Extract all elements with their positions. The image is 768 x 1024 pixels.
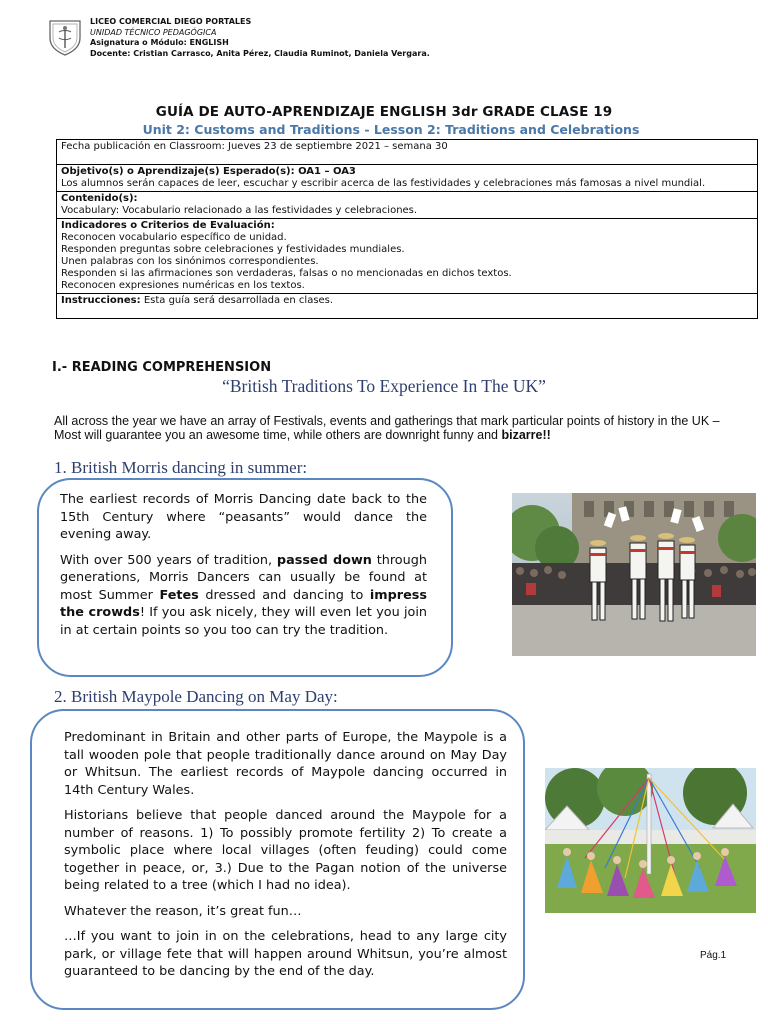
section2-p4: …If you want to join in on the celebrations, head to any large city park, or village fete that will happen around Whitsun, you’re almost guaranteed to be dancing by the end of the day.	[64, 929, 507, 979]
section1-p2: With over 500 years of tradition, passed down through generations, Morris Dancers can usually be found at most Summer Fetes dressed and dancing to impress the crowds! If you ask nicely, they will even let you join in at certain points so you too can try the tradition.	[60, 552, 427, 638]
reading-title: “British Traditions To Experience In The UK”	[222, 376, 546, 396]
intro-text: All across the year we have an array of Festivals, events and gatherings that mark particular points of history in the UK – Most will guarantee you an awesome time, while others are downright funny and	[54, 414, 720, 442]
section2-heading: 2. British Maypole Dancing on May Day:	[54, 687, 338, 706]
section1-heading: 1. British Morris dancing in summer:	[54, 458, 308, 477]
school-logo	[46, 18, 84, 56]
objective-text: Los alumnos serán capaces de leer, escuchar y escribir acerca de las festividades y celebraciones más famosas a nivel mundial.	[61, 178, 706, 189]
morris-dancing-photo	[512, 493, 756, 656]
maypole-dancing-photo	[545, 768, 756, 913]
instructions-label: Instrucciones:	[61, 295, 141, 306]
intro-paragraph	[54, 414, 734, 442]
info-table	[56, 139, 758, 319]
indicator-item: Responden preguntas sobre celebraciones y festividades mundiales.	[61, 244, 405, 255]
guide-title: GUÍA DE AUTO-APRENDIZAJE ENGLISH 3dr GRADE CLASE 19	[155, 104, 613, 120]
indicator-item: Reconocen vocabulario específico de unidad.	[61, 232, 287, 243]
page-number: Pág.1	[700, 950, 727, 961]
school-unit: UNIDAD TÉCNICO PEDAGÓGICA	[90, 27, 217, 37]
subject: Asignatura o Módulo: ENGLISH	[90, 38, 229, 47]
section1-p1: The earliest records of Morris Dancing date back to the 15th Century where “peasants” would dance the evening away.	[60, 492, 427, 542]
publication-row	[57, 140, 757, 165]
section2-p2: Historians believe that people danced around the Maypole for a number of reasons. 1) To possibly promote fertility 2) To create a symbolic place where local villages (often feuding) could come together in peace, or, 3.) Due to the Pagan notion of the universe being related to a tree (which I had no idea).	[64, 808, 507, 893]
teachers: Docente: Cristian Carrasco, Anita Pérez, Claudia Ruminot, Daniela Vergara.	[90, 48, 430, 58]
section2-p3: Whatever the reason, it’s great fun…	[64, 903, 302, 919]
instructions-text: Esta guía será desarrollada en clases.	[140, 295, 334, 306]
content-text: Vocabulary: Vocabulario relacionado a las festividades y celebraciones.	[61, 205, 418, 216]
section2-text	[64, 729, 507, 989]
reading-heading: I.- READING COMPREHENSION	[52, 360, 272, 375]
indicator-item: Responden si las afirmaciones son verdaderas, falsas o no mencionadas en dichos textos.	[61, 268, 512, 279]
instructions-row	[57, 294, 757, 318]
unit-title: Unit 2: Customs and Traditions - Lesson 2: Traditions and Celebrations	[142, 122, 640, 137]
indicator-item: Unen palabras con los sinónimos correspondientes.	[61, 256, 319, 267]
section1-text	[60, 491, 427, 647]
indicators-label: Indicadores o Criterios de Evaluación:	[61, 220, 275, 231]
objective-label: Objetivo(s) o Aprendizaje(s) Esperado(s): OA1 – OA3	[61, 166, 356, 177]
school-header	[90, 17, 430, 59]
section2-p1: Predominant in Britain and other parts of Europe, the Maypole is a tall wooden pole that people traditionally dance around on May Day or Whitsun. The earliest records of Maypole dancing occurred in 14th Century Wales.	[64, 730, 507, 798]
content-row	[57, 192, 757, 219]
publication-text: Fecha publicación en Classroom: Jueves 23 de septiembre 2021 – semana 30	[61, 141, 448, 152]
intro-bold: bizarre!!	[501, 428, 551, 442]
indicators-row	[57, 219, 757, 294]
school-name: LICEO COMERCIAL DIEGO PORTALES	[90, 17, 252, 26]
content-label: Contenido(s):	[61, 193, 138, 204]
indicator-item: Reconocen expresiones numéricas en los textos.	[61, 280, 305, 291]
objective-row	[57, 165, 757, 192]
